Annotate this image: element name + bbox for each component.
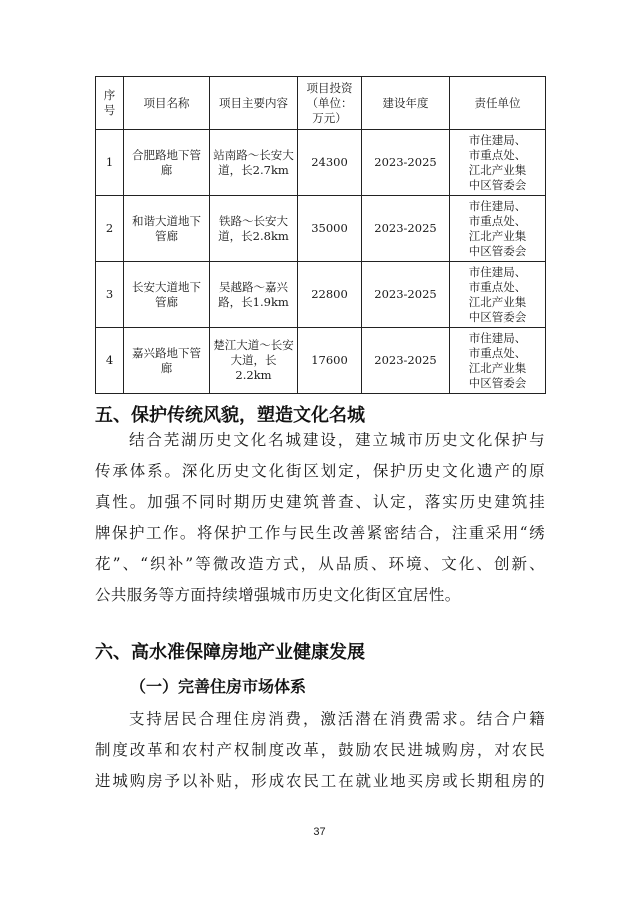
cell-year: 2023-2025 [362,262,450,328]
table-row [96,196,546,262]
paragraph-line: 制度改革和农村产权制度改革，鼓励农民进城购房，对农民 [95,741,545,759]
cell-unit: 市住建局、 市重点处、 江北产业集 中区管委会 [450,328,546,394]
header-unit: 责任单位 [450,77,546,130]
section6-subheading: （一）完善住房市场体系 [130,677,307,696]
cell-name: 长安大道地下管廊 [124,262,210,328]
cell-investment: 24300 [298,130,362,196]
cell-no: 1 [96,130,124,196]
cell-investment: 22800 [298,262,362,328]
header-investment: 项目投资 （单位： 万元） [298,77,362,130]
cell-name: 和谐大道地下管廊 [124,196,210,262]
cell-investment: 17600 [298,328,362,394]
cell-no: 4 [96,328,124,394]
page-number: 37 [313,826,326,838]
cell-content: 铁路～长安大道，长2.8km [210,196,298,262]
cell-year: 2023-2025 [362,328,450,394]
header-content: 项目主要内容 [210,77,298,130]
cell-no: 2 [96,196,124,262]
header-year: 建设年度 [362,77,450,130]
cell-year: 2023-2025 [362,196,450,262]
table-header-row [96,77,546,130]
cell-unit: 市住建局、 市重点处、 江北产业集 中区管委会 [450,130,546,196]
cell-investment: 35000 [298,196,362,262]
cell-name: 嘉兴路地下管廊 [124,328,210,394]
paragraph-line: 结合芜湖历史文化名城建设，建立城市历史文化保护与 [129,431,545,449]
cell-content: 吴越路～嘉兴路，长1.9km [210,262,298,328]
section6-heading: 六、高水准保障房地产业健康发展 [95,642,365,663]
project-table [95,76,546,394]
paragraph-line: 传承体系。深化历史文化街区划定，保护历史文化遗产的原 [95,462,545,480]
paragraph-line: 花”、“织补”等微改造方式，从品质、环境、文化、创新、 [95,555,545,573]
cell-content: 楚江大道～长安大道，长2.2km [210,328,298,394]
section5-heading: 五、保护传统风貌，塑造文化名城 [95,405,365,426]
cell-content: 站南路～长安大道，长2.7km [210,130,298,196]
paragraph-line: 进城购房予以补贴，形成农民工在就业地买房或长期租房的 [95,772,545,790]
paragraph-line: 真性。加强不同时期历史建筑普查、认定，落实历史建筑挂 [95,493,545,511]
table-row [96,262,546,328]
paragraph-line: 公共服务等方面持续增强城市历史文化街区宜居性。 [95,586,461,604]
section6-paragraph [95,704,545,797]
header-no: 序 号 [96,77,124,130]
paragraph-line: 支持居民合理住房消费，激活潜在消费需求。结合户籍 [129,710,545,728]
cell-unit: 市住建局、 市重点处、 江北产业集 中区管委会 [450,196,546,262]
table-row [96,130,546,196]
cell-unit: 市住建局、 市重点处、 江北产业集 中区管委会 [450,262,546,328]
paragraph-line: 牌保护工作。将保护工作与民生改善紧密结合，注重采用“绣 [95,524,545,542]
cell-no: 3 [96,262,124,328]
cell-year: 2023-2025 [362,130,450,196]
section5-paragraph [95,425,545,611]
table-row [96,328,546,394]
cell-name: 合肥路地下管廊 [124,130,210,196]
header-name: 项目名称 [124,77,210,130]
